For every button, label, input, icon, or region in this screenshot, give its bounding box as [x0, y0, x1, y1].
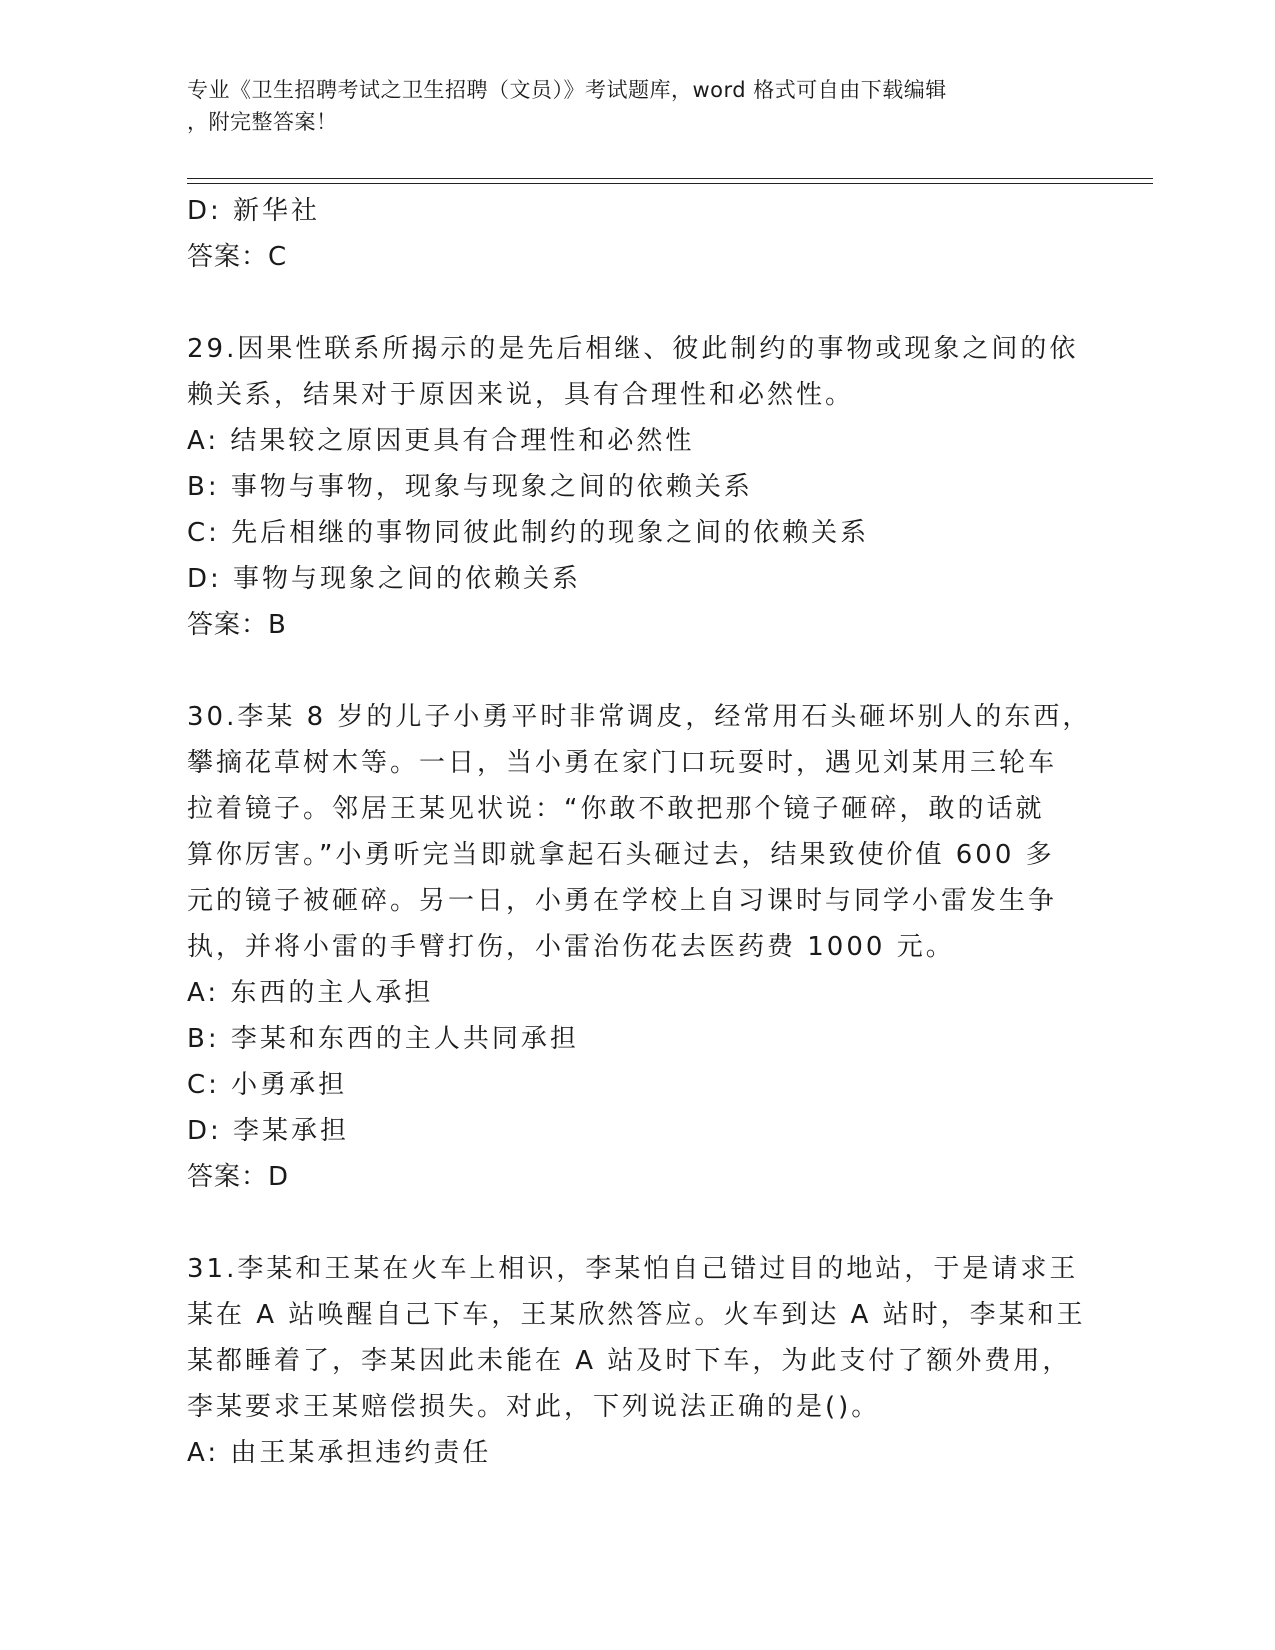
question-31	[187, 1246, 1087, 1476]
option-a: A: 东西的主人承担	[187, 978, 434, 1008]
option-a: A: 结果较之原因更具有合理性和必然性	[187, 426, 695, 456]
option-b: B: 事物与事物，现象与现象之间的依赖关系	[187, 472, 753, 502]
option-c: C: 小勇承担	[187, 1070, 348, 1100]
question-stem-line: 拉着镜子。邻居王某见状说：“你敢不敢把那个镜子砸碎，敢的话就	[187, 794, 1045, 824]
question-stem-line: 攀摘花草树木等。一日，当小勇在家门口玩耍时，遇见刘某用三轮车	[187, 748, 1058, 778]
option-c: C: 先后相继的事物同彼此制约的现象之间的依赖关系	[187, 518, 870, 548]
question-stem-line: 某在 A 站唤醒自己下车，王某欣然答应。火车到达 A 站时，李某和王	[187, 1300, 1086, 1330]
question-stem-line: 31.李某和王某在火车上相识，李某怕自己错过目的地站，于是请求王	[187, 1254, 1079, 1284]
option-d: D: 李某承担	[187, 1116, 350, 1146]
page-header	[187, 74, 1067, 138]
answer-line: 答案：C	[187, 242, 288, 272]
header-line-1: 专业《卫生招聘考试之卫生招聘（文员）》考试题库，word 格式可自由下载编辑	[187, 78, 947, 102]
option-d: D: 事物与现象之间的依赖关系	[187, 564, 582, 594]
question-30	[187, 694, 1092, 1200]
header-divider-top	[187, 178, 1153, 179]
question-stem-line: 李某要求王某赔偿损失。对此，下列说法正确的是()。	[187, 1392, 881, 1422]
question-29	[187, 326, 1087, 648]
question-stem-line: 执，并将小雷的手臂打伤，小雷治伤花去医药费 1000 元。	[187, 932, 955, 962]
question-stem-line: 元的镜子被砸碎。另一日，小勇在学校上自习课时与同学小雷发生争	[187, 886, 1058, 916]
question-stem-line: 30.李某 8 岁的儿子小勇平时非常调皮，经常用石头砸坏别人的东西，	[187, 702, 1092, 732]
answer-line: 答案：D	[187, 1162, 290, 1192]
question-stem-line: 29.因果性联系所揭示的是先后相继、彼此制约的事物或现象之间的依	[187, 334, 1079, 364]
spacer	[187, 280, 1087, 326]
option-a: A: 由王某承担违约责任	[187, 1438, 492, 1468]
header-line-2: ，附完整答案！	[187, 110, 338, 134]
question-stem-line: 某都睡着了，李某因此未能在 A 站及时下车，为此支付了额外费用，	[187, 1346, 1072, 1376]
option-b: B: 李某和东西的主人共同承担	[187, 1024, 579, 1054]
question-stem-line: 算你厉害。”小勇听完当即就拿起石头砸过去，结果致使价值 600 多	[187, 840, 1055, 870]
answer-line: 答案：B	[187, 610, 287, 640]
question-stem-line: 赖关系，结果对于原因来说，具有合理性和必然性。	[187, 380, 855, 410]
spacer	[187, 1200, 1087, 1246]
spacer	[187, 648, 1087, 694]
document-body	[187, 188, 1092, 1476]
header-divider-bottom	[187, 183, 1153, 184]
option-d: D: 新华社	[187, 196, 321, 226]
previous-question-tail	[187, 188, 1087, 280]
